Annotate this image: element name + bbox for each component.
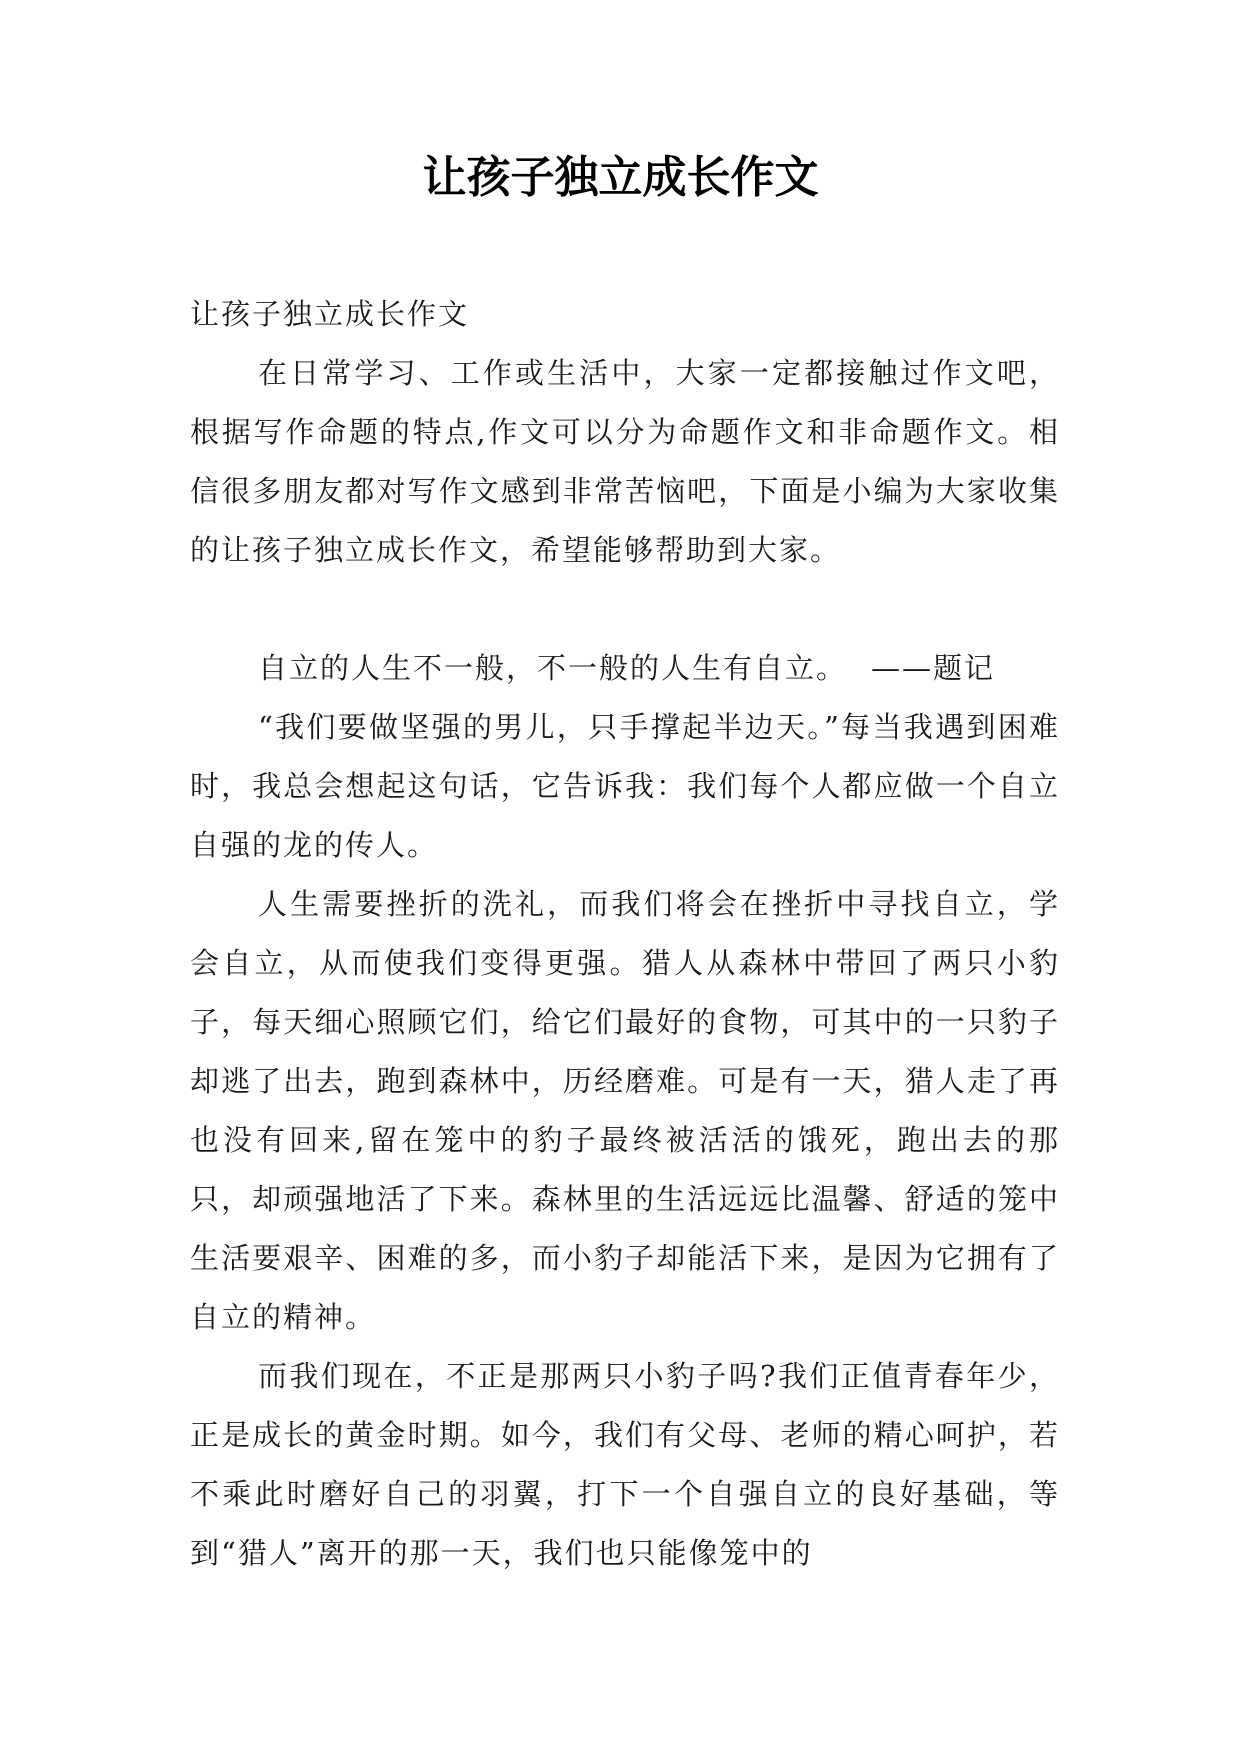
epigraph-text: 自立的人生不一般，不一般的人生有自立。 xyxy=(258,651,848,685)
document-body xyxy=(190,285,1060,1583)
document-subtitle: 让孩子独立成长作文 xyxy=(190,297,470,331)
document-title: 让孩子独立成长作文 xyxy=(422,152,819,203)
body-paragraph: 人生需要挫折的洗礼，而我们将会在挫折中寻找自立，学会自立，从而使我们变得更强。猎人从森林中带回了两只小豹子，每天细心照顾它们，给它们最好的食物，可其中的一只豹子却逃了出去，跑到森林中，历经磨难。可是有一天，猎人走了再也没有回来,留在笼中的豹子最终被活活的饿死，跑出去的那只，却顽强地活了下来。森林里的生活远远比温馨、舒适的笼中生活要艰辛、困难的多，而小豹子却能活下来，是因为它拥有了自立的精神。 xyxy=(190,887,1060,1334)
body-paragraph: “我们要做坚强的男儿，只手撑起半边天。”每当我遇到困难时，我总会想起这句话，它告诉我：我们每个人都应做一个自立自强的龙的传人。 xyxy=(190,710,1060,862)
body-paragraph: 而我们现在，不正是那两只小豹子吗?我们正值青春年少，正是成长的黄金时期。如今，我们有父母、老师的精心呵护，若不乘此时磨好自己的羽翼，打下一个自强自立的良好基础，等到“猎人”离开的那一天，我们也只能像笼中的 xyxy=(190,1359,1060,1570)
intro-paragraph: 在日常学习、工作或生活中，大家一定都接触过作文吧，根据写作命题的特点,作文可以分为命题作文和非命题作文。相信很多朋友都对写作文感到非常苦恼吧，下面是小编为大家收集的让孩子独立成长作文，希望能够帮助到大家。 xyxy=(190,356,1060,567)
epigraph-label: ——题记 xyxy=(871,651,996,685)
epigraph xyxy=(190,639,1060,698)
